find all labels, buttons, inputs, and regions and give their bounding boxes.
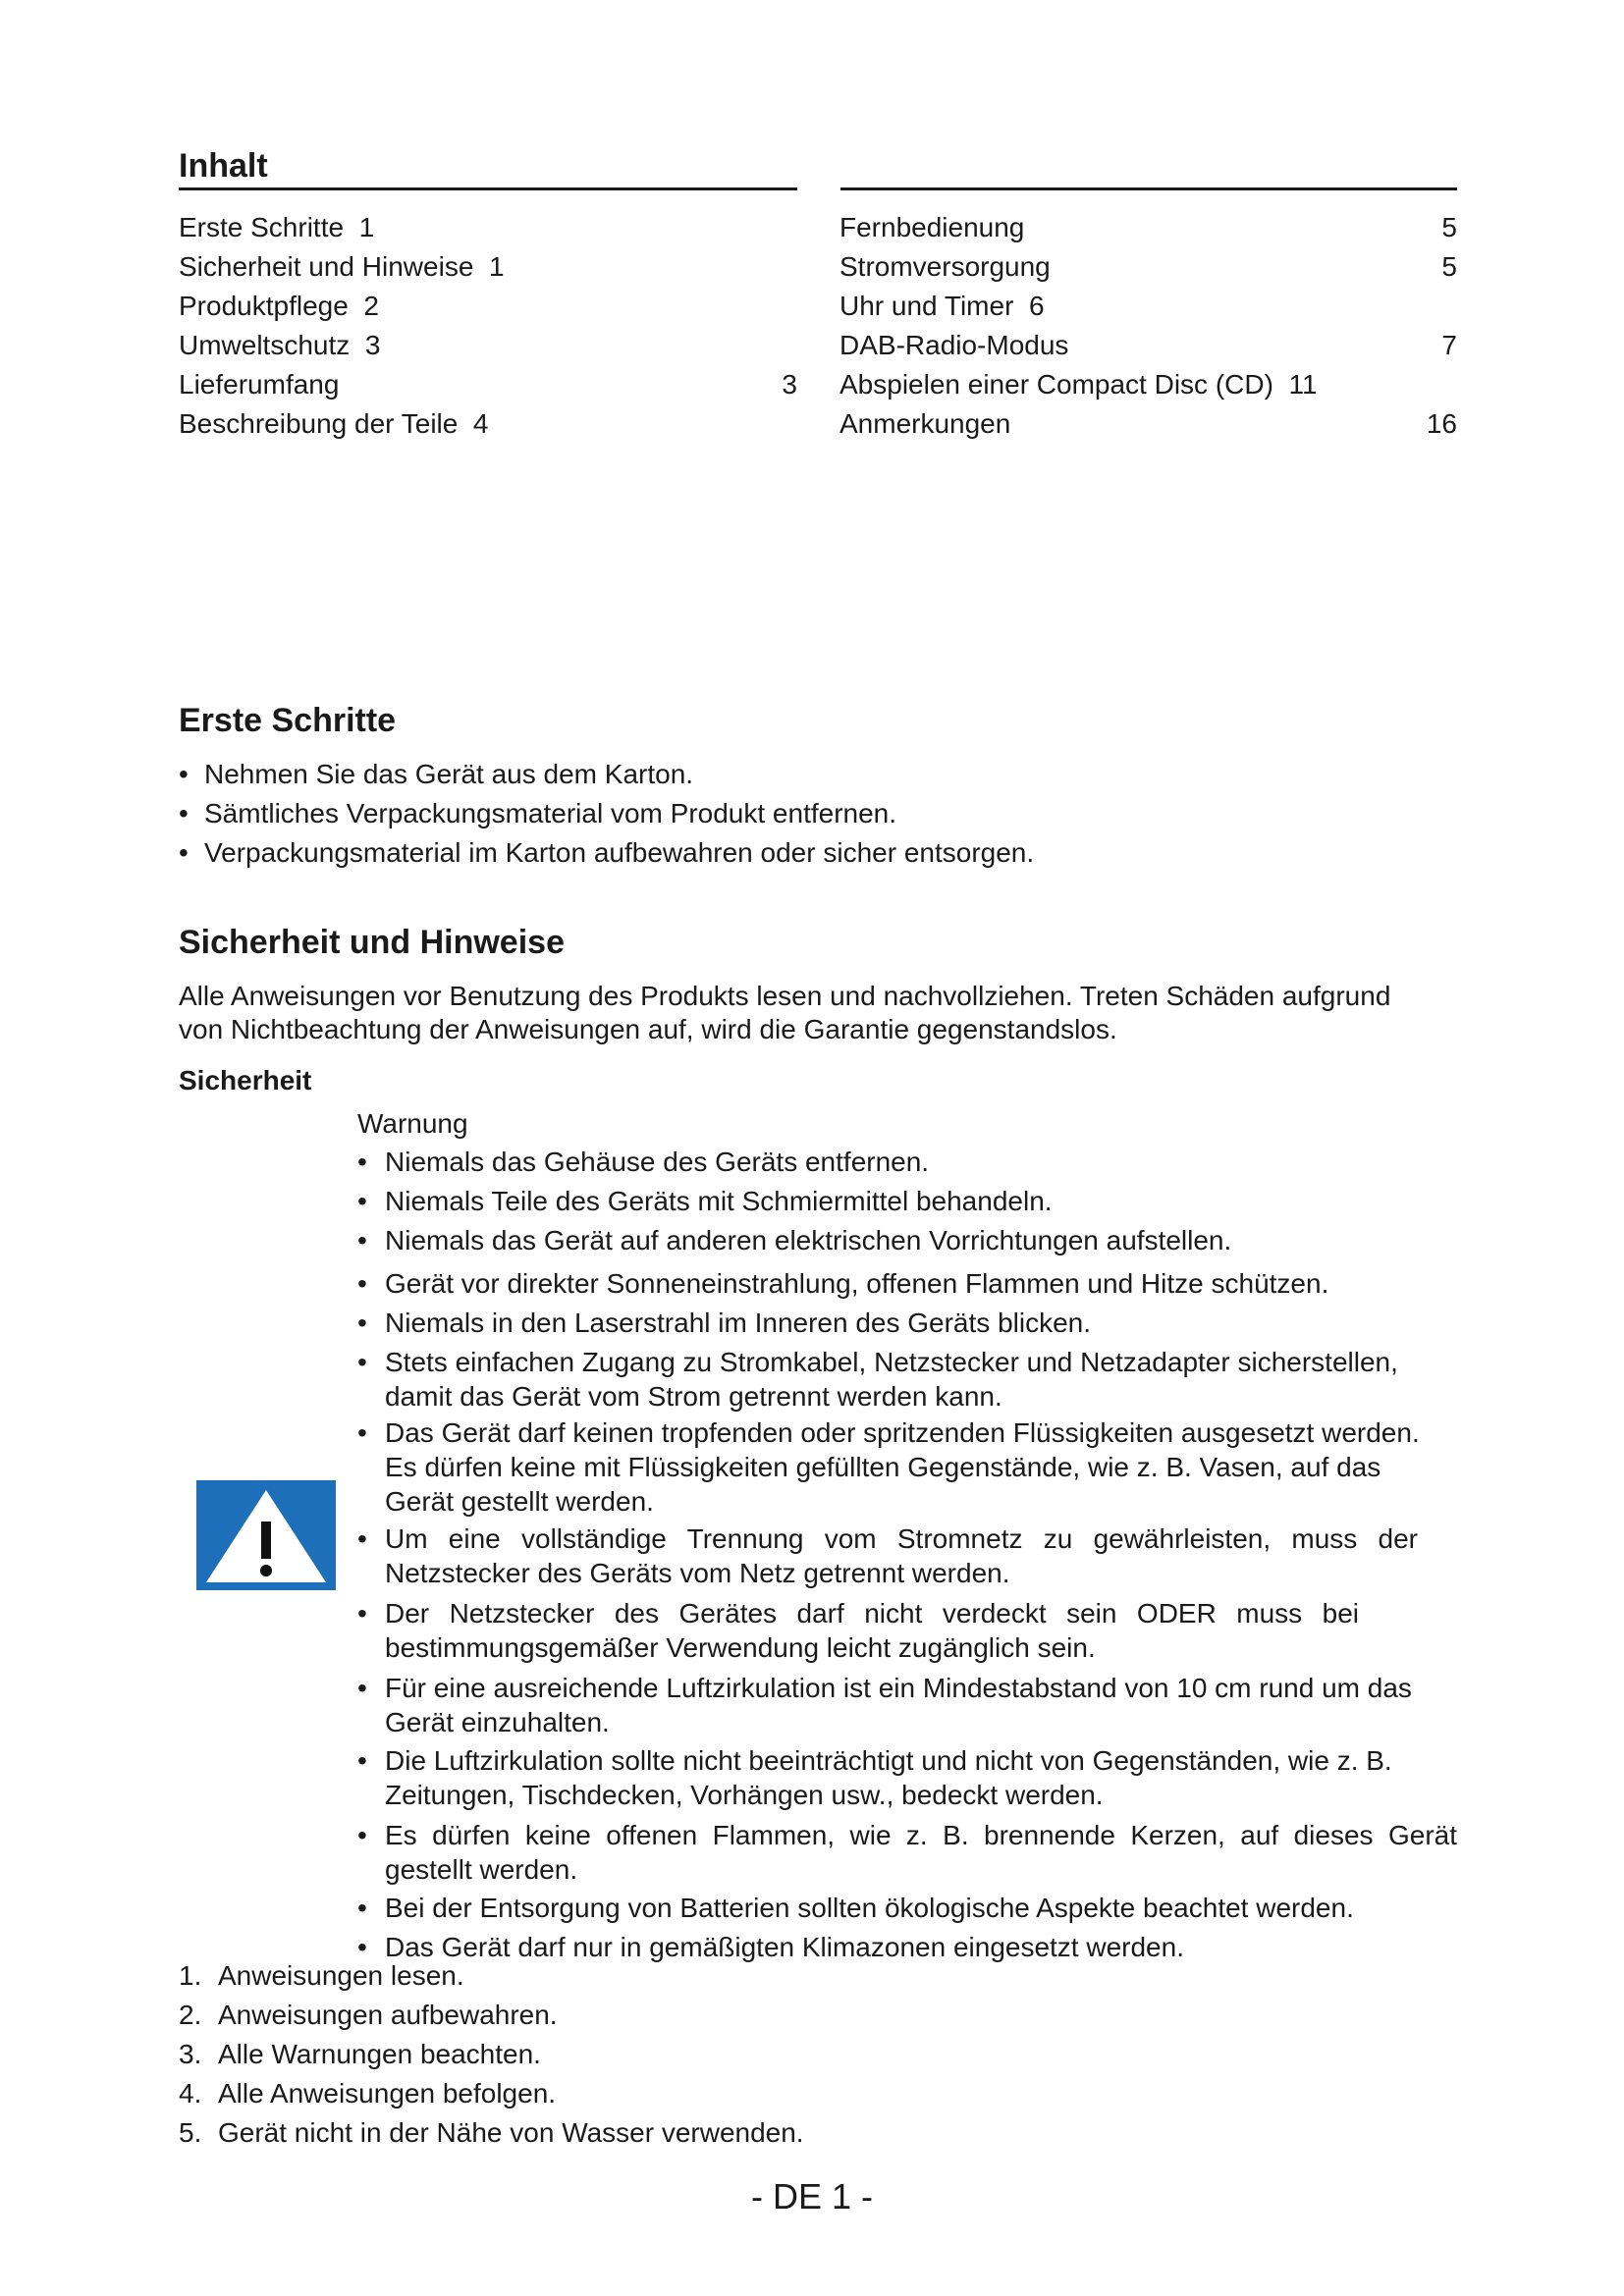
toc-entry[interactable]: Abspielen einer Compact Disc (CD) 11 bbox=[839, 369, 1318, 400]
list-item: 2. Anweisungen aufbewahren. bbox=[179, 2000, 558, 2030]
warning-item: • Das Gerät darf nur in gemäßigten Klimazonen eingesetzt werden. bbox=[357, 1932, 1184, 1962]
warning-item: • Niemals in den Laserstrahl im Inneren des Geräts blicken. bbox=[357, 1308, 1092, 1338]
warning-item: • Bei der Entsorgung von Batterien sollten ökologische Aspekte beachtet werden. bbox=[357, 1893, 1354, 1923]
toc-rule-left bbox=[179, 187, 797, 190]
warning-item: • Um eine vollständige Trennung vom Stromnetz zu gewährleisten, muss der Netzstecker des Geräts vom Netz getrennt werden. bbox=[357, 1523, 1418, 1588]
toc-entry[interactable]: Erste Schritte 1 bbox=[179, 212, 375, 242]
toc-page-number: 7 bbox=[1441, 330, 1457, 360]
toc-entry[interactable]: Lieferumfang bbox=[179, 369, 340, 400]
list-item: 5. Gerät nicht in der Nähe von Wasser verwenden. bbox=[179, 2117, 804, 2148]
list-item: 1. Anweisungen lesen. bbox=[179, 1960, 464, 1991]
list-item: 4. Alle Anweisungen befolgen. bbox=[179, 2078, 557, 2109]
toc-entry[interactable]: Anmerkungen bbox=[839, 408, 1011, 439]
list-item: 3. Alle Warnungen beachten. bbox=[179, 2039, 541, 2069]
page-number: - DE 1 - bbox=[750, 2176, 873, 2216]
toc-page-number: 16 bbox=[1426, 408, 1457, 439]
warning-label: Warnung bbox=[357, 1108, 468, 1139]
intro-line: von Nichtbeachtung der Anweisungen auf, wird die Garantie gegenstandslos. bbox=[179, 1014, 1117, 1044]
toc-entry[interactable]: Uhr und Timer 6 bbox=[839, 291, 1045, 321]
warning-item: • Die Luftzirkulation sollte nicht beeinträchtigt und nicht von Gegenständen, wie z. B. Zeitungen, Tischdecken, Vorhängen usw., bedeckt werden. bbox=[357, 1745, 1392, 1810]
intro-line: Alle Anweisungen vor Benutzung des Produkts lesen und nachvollziehen. Treten Schäden aufgrund bbox=[179, 981, 1391, 1011]
toc-entry[interactable]: Umweltschutz 3 bbox=[179, 330, 381, 360]
subheading-sicherheit: Sicherheit bbox=[179, 1065, 312, 1095]
toc-entry[interactable]: Fernbedienung bbox=[839, 212, 1025, 242]
toc-page-number: 3 bbox=[782, 369, 797, 400]
section-heading-erste-schritte: Erste Schritte bbox=[179, 702, 397, 739]
warning-item: • Stets einfachen Zugang zu Stromkabel, Netzstecker und Netzadapter sicherstellen, damit das Gerät vom Strom getrennt werden kann. bbox=[357, 1347, 1398, 1412]
warning-item: • Niemals das Gehäuse des Geräts entfernen. bbox=[357, 1147, 930, 1177]
toc-entry[interactable]: Produktpflege 2 bbox=[179, 291, 379, 321]
toc-rule-right bbox=[840, 187, 1457, 190]
toc-entry[interactable]: Sicherheit und Hinweise 1 bbox=[179, 251, 505, 282]
section-heading-sicherheit: Sicherheit und Hinweise bbox=[179, 924, 565, 961]
warning-triangle-icon bbox=[196, 1480, 336, 1590]
toc-page-number: 5 bbox=[1441, 251, 1457, 282]
warning-item: • Es dürfen keine offenen Flammen, wie z. B. brennende Kerzen, auf dieses Gerät gestellt werden. bbox=[357, 1820, 1457, 1885]
warning-item: • Gerät vor direkter Sonneneinstrahlung, offenen Flammen und Hitze schützen. bbox=[357, 1268, 1329, 1299]
toc-entry[interactable]: Beschreibung der Teile 4 bbox=[179, 408, 489, 439]
warning-item: • Der Netzstecker des Gerätes darf nicht verdeckt sein ODER muss bei bestimmungsgemäßer Verwendung leicht zugänglich sein. bbox=[357, 1598, 1359, 1663]
warning-item: • Niemals das Gerät auf anderen elektrischen Vorrichtungen aufstellen. bbox=[357, 1225, 1232, 1255]
warning-item: • Niemals Teile des Geräts mit Schmiermittel behandeln. bbox=[357, 1186, 1053, 1216]
warning-item: • Das Gerät darf keinen tropfenden oder spritzenden Flüssigkeiten ausgesetzt werden. Es dürfen keine mit Flüssigkeiten gefüllten Gegenstände, wie z. B. Vasen, auf das Gerät gestellt werden. bbox=[357, 1417, 1420, 1517]
toc-page-number: 5 bbox=[1441, 212, 1457, 242]
warning-item: • Für eine ausreichende Luftzirkulation ist ein Mindestabstand von 10 cm rund um das Gerät einzuhalten. bbox=[357, 1673, 1412, 1737]
toc-entry[interactable]: DAB-Radio-Modus bbox=[839, 330, 1069, 360]
toc-heading: Inhalt bbox=[179, 147, 268, 185]
toc-entry[interactable]: Stromversorgung bbox=[839, 251, 1051, 282]
